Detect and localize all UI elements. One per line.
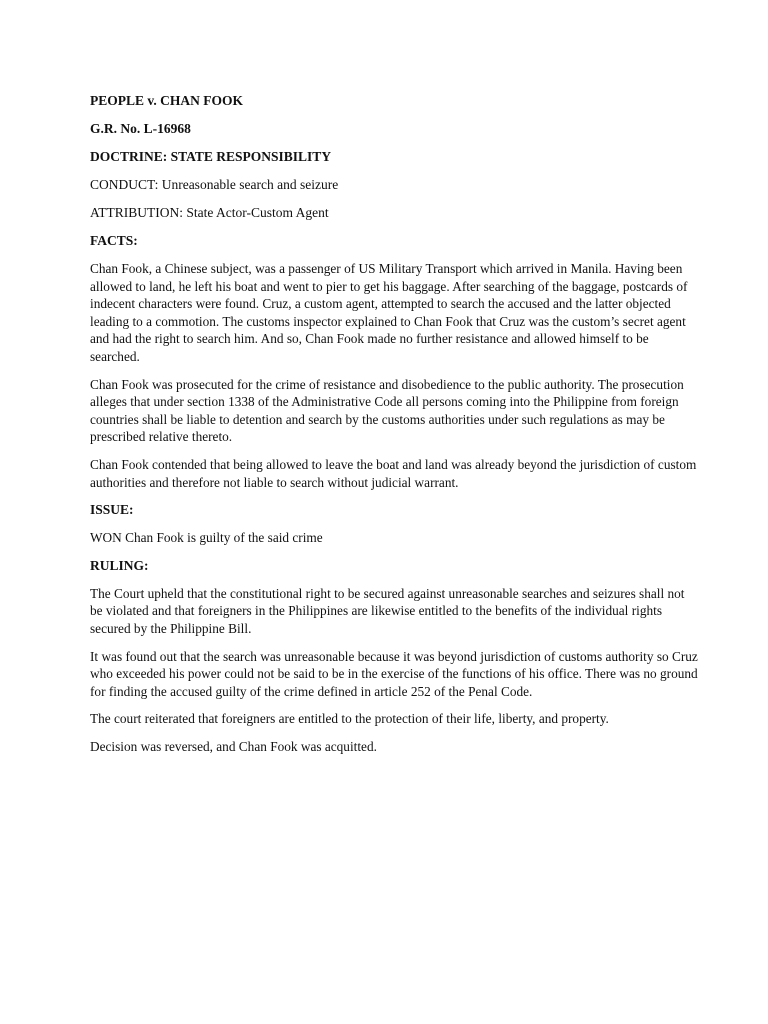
facts-heading: FACTS: [90,233,138,248]
ruling-paragraph-3: The court reiterated that foreigners are entitled to the protection of their life, liberty, and property. [90,711,609,727]
doctrine-line: DOCTRINE: STATE RESPONSIBILITY [90,149,332,164]
case-title: PEOPLE v. CHAN FOOK [90,93,244,108]
ruling-paragraph-2: It was found out that the search was unreasonable because it was beyond jurisdiction of customs authority so Cruz who exceeded his power could not be said to be in the exercise of the functions of his office. There was no ground for finding the accused guilty of the crime defined in article 252 of the Penal Code. [90,648,698,699]
facts-paragraph-3: Chan Fook contended that being allowed to leave the boat and land was already beyond the jurisdiction of custom authorities and therefore not liable to search without judicial warrant. [90,456,697,490]
ruling-heading: RULING: [90,557,149,573]
ruling-paragraph-4: Decision was reversed, and Chan Fook was acquitted. [90,738,377,754]
attribution-line: ATTRIBUTION: State Actor-Custom Agent [90,205,329,220]
conduct-line: CONDUCT: Unreasonable search and seizure [90,177,339,192]
issue-heading: ISSUE: [90,502,134,518]
gr-number: G.R. No. L-16968 [90,121,191,136]
ruling-paragraph-1: The Court upheld that the constitutional right to be secured against unreasonable searches and seizures shall not be violated and that foreigners in the Philippines are likewise entitled to the benefits of the individual rights secured by the Philippine Bill. [90,585,685,636]
facts-paragraph-2: Chan Fook was prosecuted for the crime of resistance and disobedience to the public authority. The prosecution alleges that under section 1338 of the Administrative Code all persons coming into the Philippine from foreign countries shall be liable to detention and search by the customs authorities under such regulations as may be prescribed relative thereto. [90,376,684,445]
issue-text: WON Chan Fook is guilty of the said crime [90,530,323,546]
facts-paragraph-1: Chan Fook, a Chinese subject, was a passenger of US Military Transport which arrived in Manila. Having been allowed to land, he left his boat and went to pier to get his baggage. After searching of the baggage, postcards of indecent characters were found. Cruz, a custom agent, attempted to search the accused and the latter objected leading to a commotion. The customs inspector explained to Chan Fook that Cruz was the custom’s secret agent and had the right to search him. And so, Chan Fook made no further resistance and allowed himself to be searched. [90,261,688,364]
